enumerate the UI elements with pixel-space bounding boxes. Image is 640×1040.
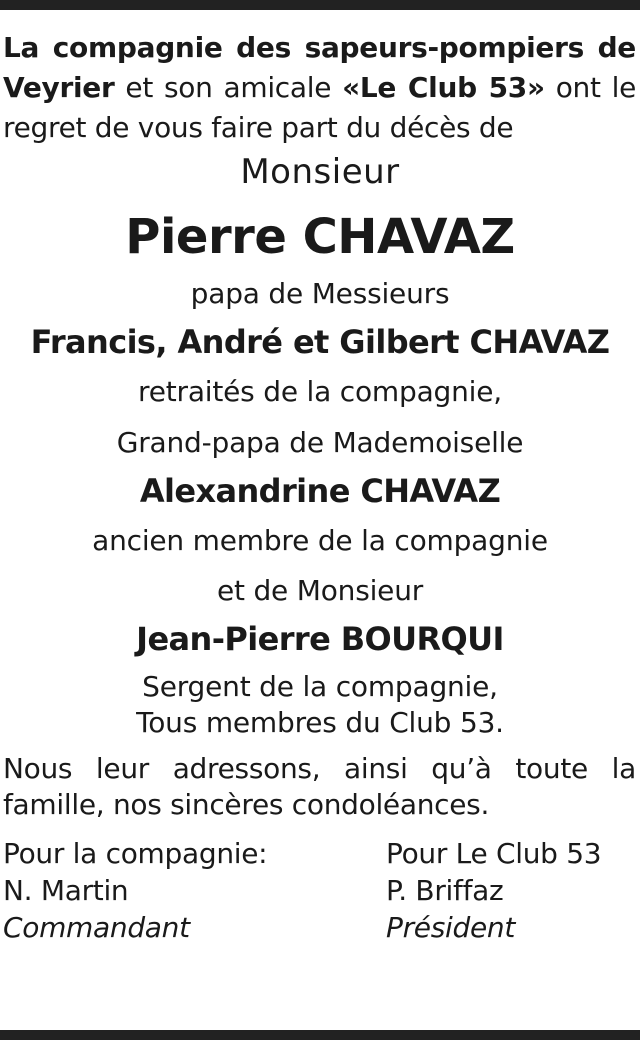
signature-left-role: Commandant <box>3 911 190 944</box>
sons-names: Francis, André et Gilbert CHAVAZ <box>30 323 610 361</box>
signatures <box>0 835 640 949</box>
granddaughter-name: Alexandrine CHAVAZ <box>139 472 501 510</box>
signature-right-name: P. Briffaz <box>386 874 504 907</box>
obituary-notice <box>0 28 640 949</box>
intro-org-name: La compagnie des sapeurs-pompiers de Veyrier <box>3 31 636 104</box>
signature-left-org: Pour la compagnie: <box>3 837 268 870</box>
family-line-3: Grand-papa de Mademoiselle <box>116 426 524 459</box>
family-line-1: papa de Messieurs <box>190 277 450 310</box>
bottom-border <box>0 1030 640 1040</box>
signature-left <box>3 835 267 946</box>
family-line-4: ancien membre de la compagnie <box>92 524 548 557</box>
signature-right-role: Président <box>386 911 516 944</box>
signature-right-org: Pour Le Club 53 <box>386 837 602 870</box>
family-line-2: retraités de la compagnie, <box>138 375 502 408</box>
other-name: Jean-Pierre BOURQUI <box>136 620 504 658</box>
intro-club-name: «Le Club 53» <box>342 71 545 104</box>
family-line-7: Tous membres du Club 53. <box>136 706 504 739</box>
honorific: Monsieur <box>240 152 400 192</box>
family-line-6: Sergent de la compagnie, <box>142 670 498 703</box>
family-line-5: et de Monsieur <box>216 574 424 607</box>
intro-text-end: ont le regret de vous faire part du décès de <box>3 71 636 144</box>
signature-right <box>386 835 601 946</box>
signature-left-name: N. Martin <box>3 874 129 907</box>
intro-text: et son amicale <box>114 71 343 104</box>
intro-paragraph <box>3 28 636 148</box>
deceased-name: Pierre CHAVAZ <box>125 209 515 265</box>
condolences-paragraph: Nous leur adressons, ainsi qu’à toute la famille, nos sincères condoléances. <box>3 752 636 821</box>
top-border <box>0 0 640 10</box>
